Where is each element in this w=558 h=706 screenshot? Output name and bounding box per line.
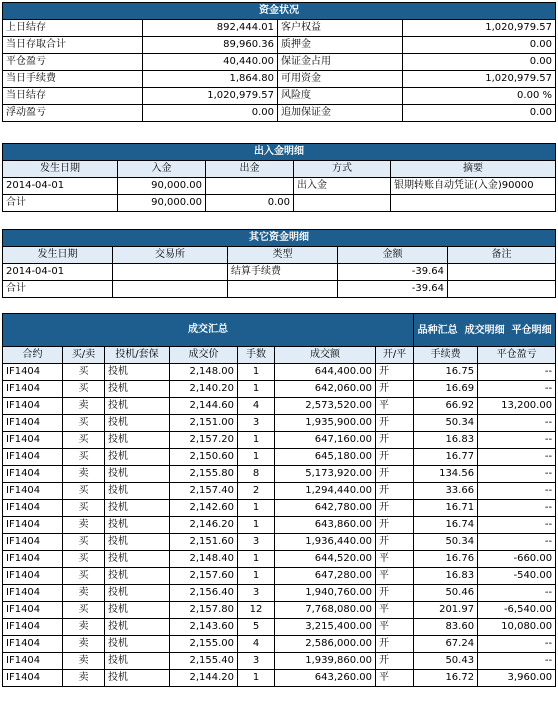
funds-label: 客户权益 xyxy=(278,20,403,37)
table-cell: 2,157.80 xyxy=(170,602,238,619)
table-cell: 33.66 xyxy=(414,483,478,500)
table-row xyxy=(3,602,556,619)
table-cell: IF1404 xyxy=(3,466,63,483)
other-title: 其它资金明细 xyxy=(3,230,556,247)
table-cell: 买 xyxy=(63,500,105,517)
funds-value: 0.00 xyxy=(403,105,556,122)
table-cell: 平 xyxy=(376,602,414,619)
table-cell: 2,151.00 xyxy=(170,415,238,432)
other-amount: -39.64 xyxy=(338,264,448,281)
table-cell: 134.56 xyxy=(414,466,478,483)
funds-label: 平仓盈亏 xyxy=(3,54,143,71)
deposit-total-row xyxy=(3,195,556,212)
trades-title: 成交汇总 xyxy=(3,314,414,347)
table-cell: 67.24 xyxy=(414,636,478,653)
table-cell: -- xyxy=(478,500,556,517)
funds-label: 当日存取合计 xyxy=(3,37,143,54)
trades-header-cell: 手数 xyxy=(238,347,275,364)
funds-row xyxy=(3,88,556,105)
table-cell: 投机 xyxy=(105,534,170,551)
table-cell: IF1404 xyxy=(3,670,63,687)
trades-header-cell: 投机/套保 xyxy=(105,347,170,364)
table-cell: 642,780.00 xyxy=(275,500,376,517)
table-cell: 4 xyxy=(238,636,275,653)
table-cell: 2,155.80 xyxy=(170,466,238,483)
deposit-table xyxy=(2,143,556,212)
funds-row xyxy=(3,54,556,71)
table-cell: 2,142.60 xyxy=(170,500,238,517)
other-row xyxy=(3,264,556,281)
deposit-total-in: 90,000.00 xyxy=(118,195,206,212)
table-cell: 1,939,860.00 xyxy=(275,653,376,670)
table-cell: 投机 xyxy=(105,500,170,517)
table-row xyxy=(3,483,556,500)
table-cell: -660.00 xyxy=(478,551,556,568)
table-cell: 2,140.20 xyxy=(170,381,238,398)
table-cell: 投机 xyxy=(105,619,170,636)
table-cell: -- xyxy=(478,364,556,381)
table-cell: 投机 xyxy=(105,381,170,398)
link-close-detail[interactable]: 平仓明细 xyxy=(511,324,552,336)
table-cell: 投机 xyxy=(105,602,170,619)
table-cell: -- xyxy=(478,653,556,670)
deposit-header-method: 方式 xyxy=(294,161,391,178)
table-cell: 投机 xyxy=(105,585,170,602)
table-cell: 50.46 xyxy=(414,585,478,602)
table-cell: 8 xyxy=(238,466,275,483)
table-cell: 2,573,520.00 xyxy=(275,398,376,415)
table-cell: 50.43 xyxy=(414,653,478,670)
table-cell: 5,173,920.00 xyxy=(275,466,376,483)
table-cell: 买 xyxy=(63,381,105,398)
table-cell: IF1404 xyxy=(3,585,63,602)
other-header-type: 类型 xyxy=(228,247,338,264)
link-trade-detail[interactable]: 成交明细 xyxy=(464,324,505,336)
table-cell: 647,160.00 xyxy=(275,432,376,449)
table-cell: 买 xyxy=(63,602,105,619)
funds-label: 追加保证金 xyxy=(278,105,403,122)
funds-value: 1,020,979.57 xyxy=(403,20,556,37)
table-cell: 平 xyxy=(376,398,414,415)
table-cell: 10,080.00 xyxy=(478,619,556,636)
trades-header-cell: 手续费 xyxy=(414,347,478,364)
table-cell: -540.00 xyxy=(478,568,556,585)
table-cell: 2,144.20 xyxy=(170,670,238,687)
table-cell: 3,215,400.00 xyxy=(275,619,376,636)
table-cell: 644,400.00 xyxy=(275,364,376,381)
table-cell: 投机 xyxy=(105,432,170,449)
table-cell: 5 xyxy=(238,619,275,636)
table-cell: 1,940,760.00 xyxy=(275,585,376,602)
table-row xyxy=(3,500,556,517)
deposit-total-label: 合计 xyxy=(3,195,118,212)
table-row xyxy=(3,364,556,381)
table-cell: 开 xyxy=(376,483,414,500)
table-cell: 1 xyxy=(238,432,275,449)
table-cell: -- xyxy=(478,466,556,483)
funds-value: 0.00 xyxy=(143,105,278,122)
table-cell: 2,157.20 xyxy=(170,432,238,449)
table-cell: 2,146.20 xyxy=(170,517,238,534)
trades-header-cell: 买/卖 xyxy=(63,347,105,364)
funds-title: 资金状况 xyxy=(3,3,556,20)
deposit-header-in: 入金 xyxy=(118,161,206,178)
table-row xyxy=(3,517,556,534)
table-cell: 买 xyxy=(63,364,105,381)
table-cell: 2 xyxy=(238,483,275,500)
funds-table xyxy=(2,2,556,122)
table-cell: 2,155.40 xyxy=(170,653,238,670)
table-cell: 开 xyxy=(376,500,414,517)
other-total-label: 合计 xyxy=(3,281,113,298)
trades-header-cell: 开/平 xyxy=(376,347,414,364)
deposit-header-date: 发生日期 xyxy=(3,161,118,178)
funds-label: 风险度 xyxy=(278,88,403,105)
other-header-amount: 金额 xyxy=(338,247,448,264)
table-cell: IF1404 xyxy=(3,398,63,415)
table-cell: 1 xyxy=(238,568,275,585)
table-cell: 开 xyxy=(376,415,414,432)
table-cell: 3 xyxy=(238,415,275,432)
table-row xyxy=(3,432,556,449)
table-cell: 3 xyxy=(238,653,275,670)
table-cell: 开 xyxy=(376,466,414,483)
table-cell: 买 xyxy=(63,534,105,551)
table-cell: 2,156.40 xyxy=(170,585,238,602)
table-cell: 83.60 xyxy=(414,619,478,636)
table-cell: 投机 xyxy=(105,415,170,432)
funds-label: 浮动盈亏 xyxy=(3,105,143,122)
trades-header-cell: 成交价 xyxy=(170,347,238,364)
deposit-title: 出入金明细 xyxy=(3,144,556,161)
deposit-out xyxy=(206,178,294,195)
table-cell: 买 xyxy=(63,415,105,432)
table-cell: 开 xyxy=(376,449,414,466)
table-cell: 平 xyxy=(376,568,414,585)
table-cell: 50.34 xyxy=(414,534,478,551)
other-total-amount: -39.64 xyxy=(338,281,448,298)
table-cell: 卖 xyxy=(63,398,105,415)
other-header-exchange: 交易所 xyxy=(113,247,228,264)
funds-label: 当日结存 xyxy=(3,88,143,105)
table-row xyxy=(3,398,556,415)
table-cell: 201.97 xyxy=(414,602,478,619)
table-cell: 投机 xyxy=(105,653,170,670)
deposit-in: 90,000.00 xyxy=(118,178,206,195)
other-type: 结算手续费 xyxy=(228,264,338,281)
funds-label: 当日手续费 xyxy=(3,71,143,88)
table-cell: IF1404 xyxy=(3,636,63,653)
table-cell: IF1404 xyxy=(3,568,63,585)
table-cell: 645,180.00 xyxy=(275,449,376,466)
table-cell: 16.75 xyxy=(414,364,478,381)
table-cell: 1 xyxy=(238,500,275,517)
table-cell: 平 xyxy=(376,551,414,568)
table-cell: 16.71 xyxy=(414,500,478,517)
table-cell: 1 xyxy=(238,670,275,687)
table-cell: 1,936,440.00 xyxy=(275,534,376,551)
table-cell: 7,768,080.00 xyxy=(275,602,376,619)
table-cell: 买 xyxy=(63,551,105,568)
deposit-total-out: 0.00 xyxy=(206,195,294,212)
table-cell: -- xyxy=(478,432,556,449)
trades-header-cell: 成交额 xyxy=(275,347,376,364)
table-cell: 16.72 xyxy=(414,670,478,687)
table-cell: 643,260.00 xyxy=(275,670,376,687)
table-cell: 50.34 xyxy=(414,415,478,432)
table-row xyxy=(3,585,556,602)
deposit-header-memo: 摘要 xyxy=(391,161,556,178)
table-row xyxy=(3,670,556,687)
table-cell: -- xyxy=(478,483,556,500)
table-cell: 2,151.60 xyxy=(170,534,238,551)
table-row xyxy=(3,381,556,398)
table-cell: -- xyxy=(478,636,556,653)
table-cell: -6,540.00 xyxy=(478,602,556,619)
table-cell: 12 xyxy=(238,602,275,619)
table-cell: 开 xyxy=(376,381,414,398)
table-cell: 16.83 xyxy=(414,432,478,449)
table-cell: 2,155.00 xyxy=(170,636,238,653)
table-cell: -- xyxy=(478,381,556,398)
table-cell: IF1404 xyxy=(3,653,63,670)
table-cell: 买 xyxy=(63,432,105,449)
table-cell: 1 xyxy=(238,517,275,534)
table-cell: 投机 xyxy=(105,568,170,585)
table-cell: 1 xyxy=(238,449,275,466)
table-row xyxy=(3,636,556,653)
table-cell: 开 xyxy=(376,432,414,449)
other-exchange xyxy=(113,264,228,281)
funds-row xyxy=(3,20,556,37)
table-cell: 卖 xyxy=(63,670,105,687)
funds-value: 1,020,979.57 xyxy=(403,71,556,88)
table-cell: 2,157.60 xyxy=(170,568,238,585)
deposit-total-empty1 xyxy=(294,195,391,212)
other-total-empty1 xyxy=(113,281,228,298)
funds-label: 保证金占用 xyxy=(278,54,403,71)
table-cell: IF1404 xyxy=(3,432,63,449)
trades-header-cell: 平仓盈亏 xyxy=(478,347,556,364)
trades-links xyxy=(414,314,556,347)
table-cell: IF1404 xyxy=(3,602,63,619)
table-cell: IF1404 xyxy=(3,449,63,466)
table-row xyxy=(3,415,556,432)
funds-row xyxy=(3,105,556,122)
table-cell: 投机 xyxy=(105,517,170,534)
table-cell: IF1404 xyxy=(3,381,63,398)
table-cell: 卖 xyxy=(63,517,105,534)
funds-value: 40,440.00 xyxy=(143,54,278,71)
table-cell: 卖 xyxy=(63,466,105,483)
table-cell: IF1404 xyxy=(3,500,63,517)
table-cell: 644,520.00 xyxy=(275,551,376,568)
table-cell: 平 xyxy=(376,670,414,687)
deposit-row xyxy=(3,178,556,195)
table-cell: 开 xyxy=(376,636,414,653)
table-cell: 643,860.00 xyxy=(275,517,376,534)
table-cell: 2,143.60 xyxy=(170,619,238,636)
table-cell: 1,935,900.00 xyxy=(275,415,376,432)
other-table xyxy=(2,229,556,298)
table-cell: IF1404 xyxy=(3,619,63,636)
table-cell: 投机 xyxy=(105,364,170,381)
table-cell: 卖 xyxy=(63,619,105,636)
other-total-empty2 xyxy=(228,281,338,298)
table-cell: 4 xyxy=(238,398,275,415)
other-date: 2014-04-01 xyxy=(3,264,113,281)
table-cell: 买 xyxy=(63,568,105,585)
table-row xyxy=(3,534,556,551)
other-header-date: 发生日期 xyxy=(3,247,113,264)
funds-label: 上日结存 xyxy=(3,20,143,37)
table-cell: -- xyxy=(478,449,556,466)
table-cell: 卖 xyxy=(63,653,105,670)
table-cell: -- xyxy=(478,415,556,432)
table-cell: IF1404 xyxy=(3,483,63,500)
other-total-empty3 xyxy=(448,281,556,298)
table-row xyxy=(3,619,556,636)
other-note xyxy=(448,264,556,281)
table-cell: 642,060.00 xyxy=(275,381,376,398)
table-cell: 3,960.00 xyxy=(478,670,556,687)
table-cell: IF1404 xyxy=(3,534,63,551)
table-cell: IF1404 xyxy=(3,364,63,381)
table-cell: 投机 xyxy=(105,670,170,687)
table-cell: 2,150.60 xyxy=(170,449,238,466)
deposit-total-empty2 xyxy=(391,195,556,212)
table-cell: 1 xyxy=(238,364,275,381)
funds-value: 0.00 % xyxy=(403,88,556,105)
trades-header-cell: 合约 xyxy=(3,347,63,364)
table-cell: 开 xyxy=(376,585,414,602)
table-cell: IF1404 xyxy=(3,517,63,534)
table-cell: 16.69 xyxy=(414,381,478,398)
table-cell: 3 xyxy=(238,534,275,551)
table-cell: 投机 xyxy=(105,636,170,653)
other-header-note: 备注 xyxy=(448,247,556,264)
table-cell: 66.92 xyxy=(414,398,478,415)
table-cell: 投机 xyxy=(105,551,170,568)
table-cell: -- xyxy=(478,585,556,602)
table-cell: 卖 xyxy=(63,636,105,653)
table-cell: 2,148.40 xyxy=(170,551,238,568)
table-cell: 2,157.40 xyxy=(170,483,238,500)
funds-value: 0.00 xyxy=(403,37,556,54)
table-row xyxy=(3,449,556,466)
table-cell: 1,294,440.00 xyxy=(275,483,376,500)
funds-label: 可用资金 xyxy=(278,71,403,88)
table-cell: 买 xyxy=(63,483,105,500)
table-cell: 卖 xyxy=(63,585,105,602)
funds-value: 0.00 xyxy=(403,54,556,71)
table-cell: 投机 xyxy=(105,483,170,500)
other-total-row xyxy=(3,281,556,298)
funds-value: 89,960.36 xyxy=(143,37,278,54)
trades-table xyxy=(2,313,556,687)
table-cell: 3 xyxy=(238,585,275,602)
link-variety-summary[interactable]: 品种汇总 xyxy=(417,324,458,336)
table-cell: 2,148.00 xyxy=(170,364,238,381)
table-cell: 16.83 xyxy=(414,568,478,585)
table-cell: 开 xyxy=(376,517,414,534)
table-cell: IF1404 xyxy=(3,415,63,432)
table-cell: 16.74 xyxy=(414,517,478,534)
funds-row xyxy=(3,37,556,54)
table-cell: 买 xyxy=(63,449,105,466)
table-cell: 1 xyxy=(238,551,275,568)
table-cell: -- xyxy=(478,534,556,551)
deposit-memo: 银期转账自动凭证(入金)90000 xyxy=(391,178,556,195)
table-row xyxy=(3,568,556,585)
funds-value: 892,444.01 xyxy=(143,20,278,37)
table-cell: 投机 xyxy=(105,449,170,466)
table-cell: 1 xyxy=(238,381,275,398)
table-cell: 开 xyxy=(376,534,414,551)
table-cell: IF1404 xyxy=(3,551,63,568)
table-cell: 647,280.00 xyxy=(275,568,376,585)
funds-value: 1,864.80 xyxy=(143,71,278,88)
table-cell: 投机 xyxy=(105,398,170,415)
table-row xyxy=(3,466,556,483)
table-cell: 平 xyxy=(376,619,414,636)
table-cell: 开 xyxy=(376,653,414,670)
table-cell: 16.76 xyxy=(414,551,478,568)
deposit-method: 出入金 xyxy=(294,178,391,195)
funds-row xyxy=(3,71,556,88)
table-cell: 2,144.60 xyxy=(170,398,238,415)
deposit-date: 2014-04-01 xyxy=(3,178,118,195)
table-cell: 16.77 xyxy=(414,449,478,466)
funds-value: 1,020,979.57 xyxy=(143,88,278,105)
table-cell: -- xyxy=(478,517,556,534)
table-cell: 2,586,000.00 xyxy=(275,636,376,653)
deposit-header-out: 出金 xyxy=(206,161,294,178)
funds-label: 质押金 xyxy=(278,37,403,54)
table-cell: 13,200.00 xyxy=(478,398,556,415)
table-cell: 投机 xyxy=(105,466,170,483)
table-row xyxy=(3,653,556,670)
table-cell: 开 xyxy=(376,364,414,381)
table-row xyxy=(3,551,556,568)
